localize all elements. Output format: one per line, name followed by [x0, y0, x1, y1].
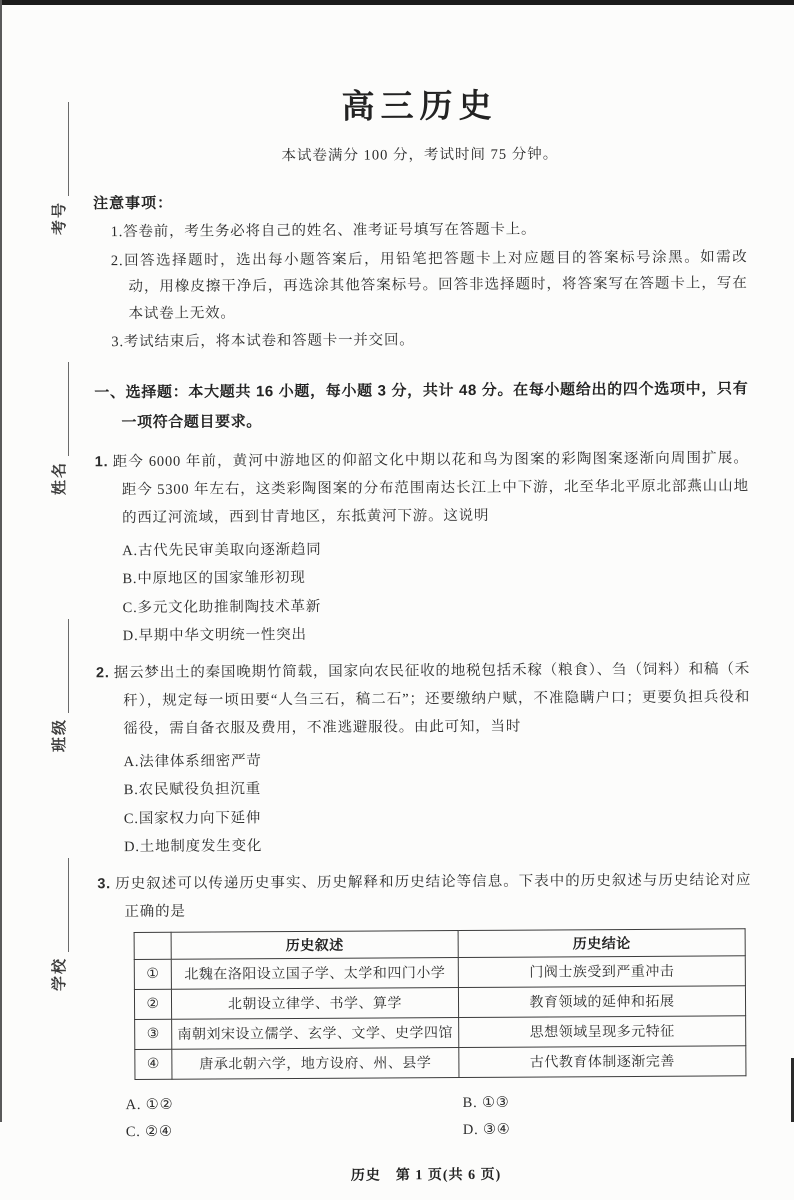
page-footer: 历史 第 1 页(共 6 页) — [350, 1167, 502, 1184]
question-3 — [97, 866, 753, 1146]
option-c: C. ②④ — [125, 1123, 173, 1140]
margin-label-exam-number — [47, 85, 69, 235]
option-list — [96, 744, 751, 862]
question-stem — [95, 444, 750, 532]
section-heading: 一、选择题：本大题共 16 小题，每小题 3 分，共计 48 分。在每小题给出的四个选项中，只有一项符合题目要求。 — [94, 379, 749, 431]
table-header-narrative: 历史叙述 — [171, 930, 458, 959]
scan-left-edge — [0, 0, 2, 1122]
margin-label-text: 姓名 — [51, 460, 68, 495]
question-text: 距今 6000 年前，黄河中游地区的仰韶文化中期以花和鸟为图案的彩陶图案逐渐向周围扩展。距今 5300 年左右，这类彩陶图案的分布范围南达长江上中下游，北至华北平原北部燕山山地的西辽河流域，西到甘青地区，东抵黄河下游。这说明 — [112, 449, 749, 526]
margin-label-name — [47, 345, 69, 495]
question-number: 3. — [97, 875, 112, 892]
table-cell-narrative: 南朝刘宋设立儒学、玄学、文学、史学四馆 — [172, 1017, 459, 1049]
table-cell-index: ① — [134, 959, 171, 989]
exam-page — [92, 0, 753, 1200]
margin-label-text: 学校 — [51, 956, 68, 991]
notice-item-2: 2.回答选择题时，选出每小题答案后，用铅笔把答题卡上对应题目的答案标号涂黑。如需改动，用橡皮擦干净后，再选涂其他答案标号。回答非选择题时，将答案写在答题卡上，写在本试卷上无效。 — [110, 248, 748, 322]
fill-in-line — [54, 619, 69, 713]
table-row — [135, 1015, 746, 1049]
option-list — [95, 533, 750, 651]
option-b: B. ①③ — [462, 1094, 510, 1111]
fill-in-line — [54, 858, 69, 952]
fill-in-line — [54, 102, 69, 196]
table-cell-conclusion: 教育领域的延伸和拓展 — [458, 985, 745, 1017]
question-number: 2. — [95, 664, 110, 681]
question-stem — [96, 655, 751, 743]
question-1 — [95, 444, 750, 651]
option-c: C.多元文化助推制陶技术革新 — [122, 598, 322, 616]
table-cell-narrative: 北魏在洛阳设立国子学、太学和四门小学 — [171, 957, 458, 989]
exam-subtitle: 本试卷满分 100 分，考试时间 75 分钟。 — [281, 146, 559, 165]
table-cell-index: ② — [134, 989, 171, 1019]
table-cell-conclusion: 古代教育体制逐渐完善 — [459, 1045, 746, 1077]
fill-in-line — [54, 362, 69, 456]
table-row — [134, 985, 745, 1019]
option-d: D. ③④ — [462, 1121, 511, 1138]
notice-heading: 注意事项： — [93, 194, 174, 213]
table-cell-index: ④ — [135, 1049, 172, 1079]
option-b: B.农民赋役负担沉重 — [123, 781, 262, 799]
question-2 — [96, 655, 751, 862]
question-text: 历史叙述可以传递历史事实、历史解释和历史结论等信息。下表中的历史叙述与历史结论对应正确的是 — [114, 871, 752, 920]
option-grid — [99, 1088, 753, 1146]
option-a: A. ①② — [125, 1096, 174, 1113]
option-c: C.国家权力向下延伸 — [123, 809, 262, 827]
margin-label-school — [47, 841, 69, 991]
table-cell-narrative: 北朝设立律学、书学、算学 — [171, 987, 458, 1019]
page-title: 高三历史 — [341, 88, 498, 126]
table-cell-index: ③ — [135, 1019, 172, 1049]
question-number: 1. — [94, 453, 109, 470]
question-text: 据云梦出土的秦国晚期竹简载，国家向农民征收的地税包括禾稼（粮食）、刍（饲料）和稿（禾秆），规定每一顷田要“人刍三石，稿二石”；还要缴纳户赋，不准隐瞒户口；更要负担兵役和徭役，需自备衣服及费用，不准逃避服役。由此可知，当时 — [113, 660, 751, 737]
table-header-row — [134, 928, 745, 959]
option-b: B.中原地区的国家雏形初现 — [122, 569, 306, 588]
notice-item-3: 3.考试结束后，将本试卷和答题卡一并交回。 — [111, 332, 415, 351]
margin-label-class — [47, 602, 69, 752]
option-d: D.早期中华文明统一性突出 — [122, 626, 307, 645]
option-d: D.土地制度发生变化 — [124, 838, 263, 856]
option-a: A.法律体系细密严苛 — [123, 752, 262, 770]
margin-label-text: 考号 — [51, 200, 68, 235]
table-cell-conclusion: 思想领域呈现多元特征 — [459, 1015, 746, 1047]
notice-item-1: 1.答卷前，考生务必将自己的姓名、准考证号填写在答题卡上。 — [110, 221, 537, 241]
history-table — [134, 928, 747, 1080]
table-header-conclusion: 历史结论 — [458, 928, 745, 957]
table-row — [134, 955, 745, 989]
table-cell-narrative: 唐承北朝六学，地方设府、州、县学 — [172, 1047, 459, 1079]
table-header-index — [134, 932, 171, 959]
table-cell-conclusion: 门阀士族受到严重冲击 — [458, 955, 745, 987]
option-a: A.古代先民审美取向逐渐趋同 — [122, 541, 322, 559]
table-row — [135, 1045, 746, 1079]
question-stem — [97, 866, 751, 926]
margin-label-text: 班级 — [51, 717, 68, 752]
